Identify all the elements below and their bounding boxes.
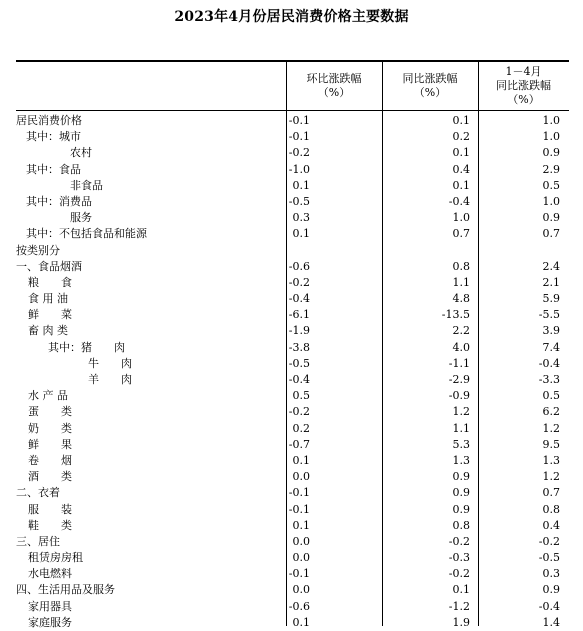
table-row bbox=[16, 566, 569, 582]
row-label: 其中：城市 bbox=[26, 130, 81, 144]
row-label: 非食品 bbox=[70, 178, 103, 192]
cell-mom: 0.3 bbox=[292, 211, 310, 225]
cell-mom: -3.8 bbox=[288, 340, 310, 354]
cell-ytd: -0.2 bbox=[538, 534, 560, 548]
cell-mom: -0.1 bbox=[288, 114, 310, 127]
row-label: 水 产 品 bbox=[28, 389, 68, 403]
table-row bbox=[16, 291, 569, 307]
table-row bbox=[16, 194, 569, 210]
cell-yoy: -0.2 bbox=[448, 534, 470, 548]
cell-mom: 0.1 bbox=[292, 178, 310, 192]
table-row bbox=[16, 388, 569, 404]
cell-yoy: 0.8 bbox=[452, 518, 470, 532]
cell-mom: 0.0 bbox=[292, 583, 310, 597]
cell-mom: -0.6 bbox=[288, 259, 310, 273]
row-label: 家用器具 bbox=[28, 599, 72, 613]
table-body bbox=[16, 113, 569, 631]
cell-yoy: 0.7 bbox=[452, 227, 470, 241]
cell-mom: -1.0 bbox=[288, 162, 310, 176]
cell-mom: -0.5 bbox=[288, 194, 310, 208]
cell-ytd: 0.9 bbox=[542, 146, 560, 160]
table-row bbox=[16, 518, 569, 534]
cell-yoy: -0.2 bbox=[448, 567, 470, 581]
cell-mom: -0.2 bbox=[288, 405, 310, 419]
table-row bbox=[16, 599, 569, 615]
row-label: 牛 肉 bbox=[88, 356, 132, 370]
table-row bbox=[16, 259, 569, 275]
row-label: 羊 肉 bbox=[88, 373, 132, 386]
row-label: 食 用 油 bbox=[28, 292, 68, 306]
cell-yoy: 1.9 bbox=[452, 615, 470, 629]
table-row bbox=[16, 356, 569, 372]
cell-mom: 0.0 bbox=[292, 470, 310, 484]
table-row bbox=[16, 534, 569, 550]
cell-mom: -0.2 bbox=[288, 146, 310, 160]
row-label: 租赁房房租 bbox=[28, 551, 83, 565]
cell-mom: -1.9 bbox=[288, 324, 310, 338]
header-mom-line1: 环比涨跌幅 bbox=[306, 72, 362, 85]
table-row bbox=[16, 421, 569, 437]
row-label: 家庭服务 bbox=[28, 615, 72, 629]
cell-mom: -0.6 bbox=[288, 599, 310, 613]
cell-yoy: 1.2 bbox=[452, 405, 470, 419]
cell-ytd: 1.2 bbox=[542, 421, 560, 435]
cell-ytd: 0.9 bbox=[542, 211, 560, 225]
cell-yoy: -0.9 bbox=[448, 389, 470, 403]
header-ytd-line1: 1－4月 bbox=[505, 65, 542, 78]
table-row bbox=[16, 243, 569, 259]
table-row bbox=[16, 485, 569, 501]
table-row bbox=[16, 162, 569, 178]
table-row bbox=[16, 307, 569, 323]
cell-mom: -0.4 bbox=[288, 292, 310, 306]
header-ytd-line3: （%） bbox=[507, 93, 540, 106]
cell-yoy: -2.9 bbox=[448, 373, 470, 386]
table-row bbox=[16, 582, 569, 598]
cell-ytd: 0.7 bbox=[542, 227, 560, 241]
cell-mom: -0.1 bbox=[288, 130, 310, 144]
row-label: 服务 bbox=[70, 211, 92, 225]
row-label: 奶 类 bbox=[28, 421, 72, 435]
cell-yoy: 0.9 bbox=[452, 470, 470, 484]
row-label: 其中：不包括食品和能源 bbox=[26, 227, 147, 241]
cell-mom: 0.1 bbox=[292, 518, 310, 532]
cell-yoy: -0.3 bbox=[448, 551, 470, 565]
cell-ytd: 1.3 bbox=[542, 453, 560, 467]
cell-yoy: 4.0 bbox=[452, 340, 470, 354]
cell-mom: -0.5 bbox=[288, 356, 310, 370]
header-mom-line2: （%） bbox=[317, 86, 351, 99]
cell-mom: -0.1 bbox=[288, 502, 310, 516]
cell-yoy: 0.9 bbox=[452, 486, 470, 500]
row-label: 其中：消费品 bbox=[26, 194, 92, 208]
table-header bbox=[16, 62, 569, 110]
table-row bbox=[16, 550, 569, 566]
cell-mom: 0.1 bbox=[292, 615, 310, 629]
row-label: 按类别分 bbox=[16, 243, 60, 257]
row-label: 居民消费价格 bbox=[16, 114, 82, 127]
cell-ytd: 0.9 bbox=[542, 583, 560, 597]
row-label: 服 装 bbox=[28, 502, 72, 516]
cell-yoy: 0.4 bbox=[452, 162, 470, 176]
page-title: 2023年4月份居民消费价格主要数据 bbox=[174, 9, 409, 25]
row-label: 四、生活用品及服务 bbox=[16, 583, 115, 597]
cell-yoy: 0.1 bbox=[452, 146, 470, 160]
cell-ytd: 1.0 bbox=[542, 130, 560, 144]
cell-yoy: 1.1 bbox=[452, 421, 470, 435]
cell-ytd: 3.9 bbox=[542, 324, 560, 338]
cell-mom: 0.2 bbox=[292, 421, 310, 435]
table-row bbox=[16, 178, 569, 194]
cell-mom: -0.2 bbox=[288, 275, 310, 289]
row-label: 蛋 类 bbox=[28, 405, 72, 419]
row-label: 农村 bbox=[70, 146, 92, 160]
cell-yoy: -0.4 bbox=[448, 194, 470, 208]
header-yoy-line2: （%） bbox=[413, 86, 447, 99]
cell-mom: 0.5 bbox=[292, 389, 310, 403]
cell-ytd: 2.9 bbox=[542, 162, 560, 176]
cell-ytd: -0.5 bbox=[538, 551, 560, 565]
table-row bbox=[16, 323, 569, 339]
cell-yoy: -13.5 bbox=[441, 308, 470, 322]
cell-yoy: 0.1 bbox=[452, 583, 470, 597]
cell-yoy: 5.3 bbox=[452, 437, 470, 451]
header-rule bbox=[16, 110, 569, 111]
cell-yoy: 0.2 bbox=[452, 130, 470, 144]
cell-mom: 0.1 bbox=[292, 453, 310, 467]
cell-ytd: 1.0 bbox=[542, 114, 560, 127]
cell-ytd: -0.4 bbox=[538, 599, 560, 613]
cell-yoy: 1.3 bbox=[452, 453, 470, 467]
cell-mom: -0.1 bbox=[288, 567, 310, 581]
cell-yoy: 0.1 bbox=[452, 114, 470, 127]
table-row bbox=[16, 275, 569, 291]
cell-yoy: 1.1 bbox=[452, 275, 470, 289]
table-row bbox=[16, 615, 569, 631]
row-label: 其中：食品 bbox=[26, 162, 81, 176]
table-row bbox=[16, 437, 569, 453]
cell-ytd: -0.4 bbox=[538, 356, 560, 370]
cell-yoy: 0.1 bbox=[452, 178, 470, 192]
cell-mom: 0.0 bbox=[292, 534, 310, 548]
cell-ytd: 1.2 bbox=[542, 470, 560, 484]
header-mom bbox=[286, 62, 382, 110]
cell-yoy: 1.0 bbox=[452, 211, 470, 225]
cell-ytd: 0.5 bbox=[542, 389, 560, 403]
table-row bbox=[16, 404, 569, 420]
cell-yoy: -1.2 bbox=[448, 599, 470, 613]
cell-ytd: 0.7 bbox=[542, 486, 560, 500]
row-label: 酒 类 bbox=[28, 470, 72, 484]
cell-ytd: 6.2 bbox=[542, 405, 560, 419]
cell-ytd: 7.4 bbox=[542, 340, 560, 354]
row-label: 水电燃料 bbox=[28, 567, 72, 581]
row-label: 一、食品烟酒 bbox=[16, 259, 82, 273]
cell-ytd: 0.4 bbox=[542, 518, 560, 532]
cell-yoy: 4.8 bbox=[452, 292, 470, 306]
row-label: 畜 肉 类 bbox=[28, 324, 68, 338]
row-label: 鞋 类 bbox=[28, 518, 72, 532]
cell-ytd: 9.5 bbox=[542, 437, 560, 451]
table-row bbox=[16, 210, 569, 226]
cell-ytd: 1.4 bbox=[542, 615, 560, 629]
cell-mom: 0.0 bbox=[292, 551, 310, 565]
row-label: 其中：猪 肉 bbox=[48, 340, 125, 354]
table-row bbox=[16, 145, 569, 161]
row-label: 三、居住 bbox=[16, 534, 60, 548]
header-yoy bbox=[382, 62, 478, 110]
table-row bbox=[16, 469, 569, 485]
row-label: 二、衣着 bbox=[16, 486, 60, 500]
cell-ytd: 2.4 bbox=[542, 259, 560, 273]
cell-mom: -0.7 bbox=[288, 437, 310, 451]
header-ytd-line2: 同比涨跌幅 bbox=[496, 79, 551, 92]
cell-ytd: 2.1 bbox=[542, 275, 560, 289]
row-label: 粮 食 bbox=[28, 275, 72, 289]
table-row bbox=[16, 502, 569, 518]
cell-yoy: -1.1 bbox=[448, 356, 470, 370]
cell-ytd: 5.9 bbox=[542, 292, 560, 306]
cell-yoy: 2.2 bbox=[452, 324, 470, 338]
table-row bbox=[16, 372, 569, 388]
cell-ytd: -5.5 bbox=[538, 308, 560, 322]
cell-ytd: -3.3 bbox=[538, 373, 560, 386]
cell-mom: -0.1 bbox=[288, 486, 310, 500]
table-row bbox=[16, 453, 569, 469]
cell-ytd: 0.8 bbox=[542, 502, 560, 516]
cell-mom: -6.1 bbox=[288, 308, 310, 322]
row-label: 鲜 菜 bbox=[28, 308, 72, 322]
row-label: 鲜 果 bbox=[28, 437, 72, 451]
cell-mom: -0.4 bbox=[288, 373, 310, 386]
cell-ytd: 0.5 bbox=[542, 178, 560, 192]
cell-ytd: 1.0 bbox=[542, 194, 560, 208]
table-row bbox=[16, 340, 569, 356]
table-row bbox=[16, 129, 569, 145]
header-ytd bbox=[478, 62, 569, 110]
cell-yoy: 0.9 bbox=[452, 502, 470, 516]
table-row bbox=[16, 226, 569, 242]
row-label: 卷 烟 bbox=[28, 453, 72, 467]
cell-mom: 0.1 bbox=[292, 227, 310, 241]
table-row bbox=[16, 113, 569, 129]
cell-ytd: 0.3 bbox=[542, 567, 560, 581]
header-yoy-line1: 同比涨跌幅 bbox=[402, 72, 458, 85]
cell-yoy: 0.8 bbox=[452, 259, 470, 273]
